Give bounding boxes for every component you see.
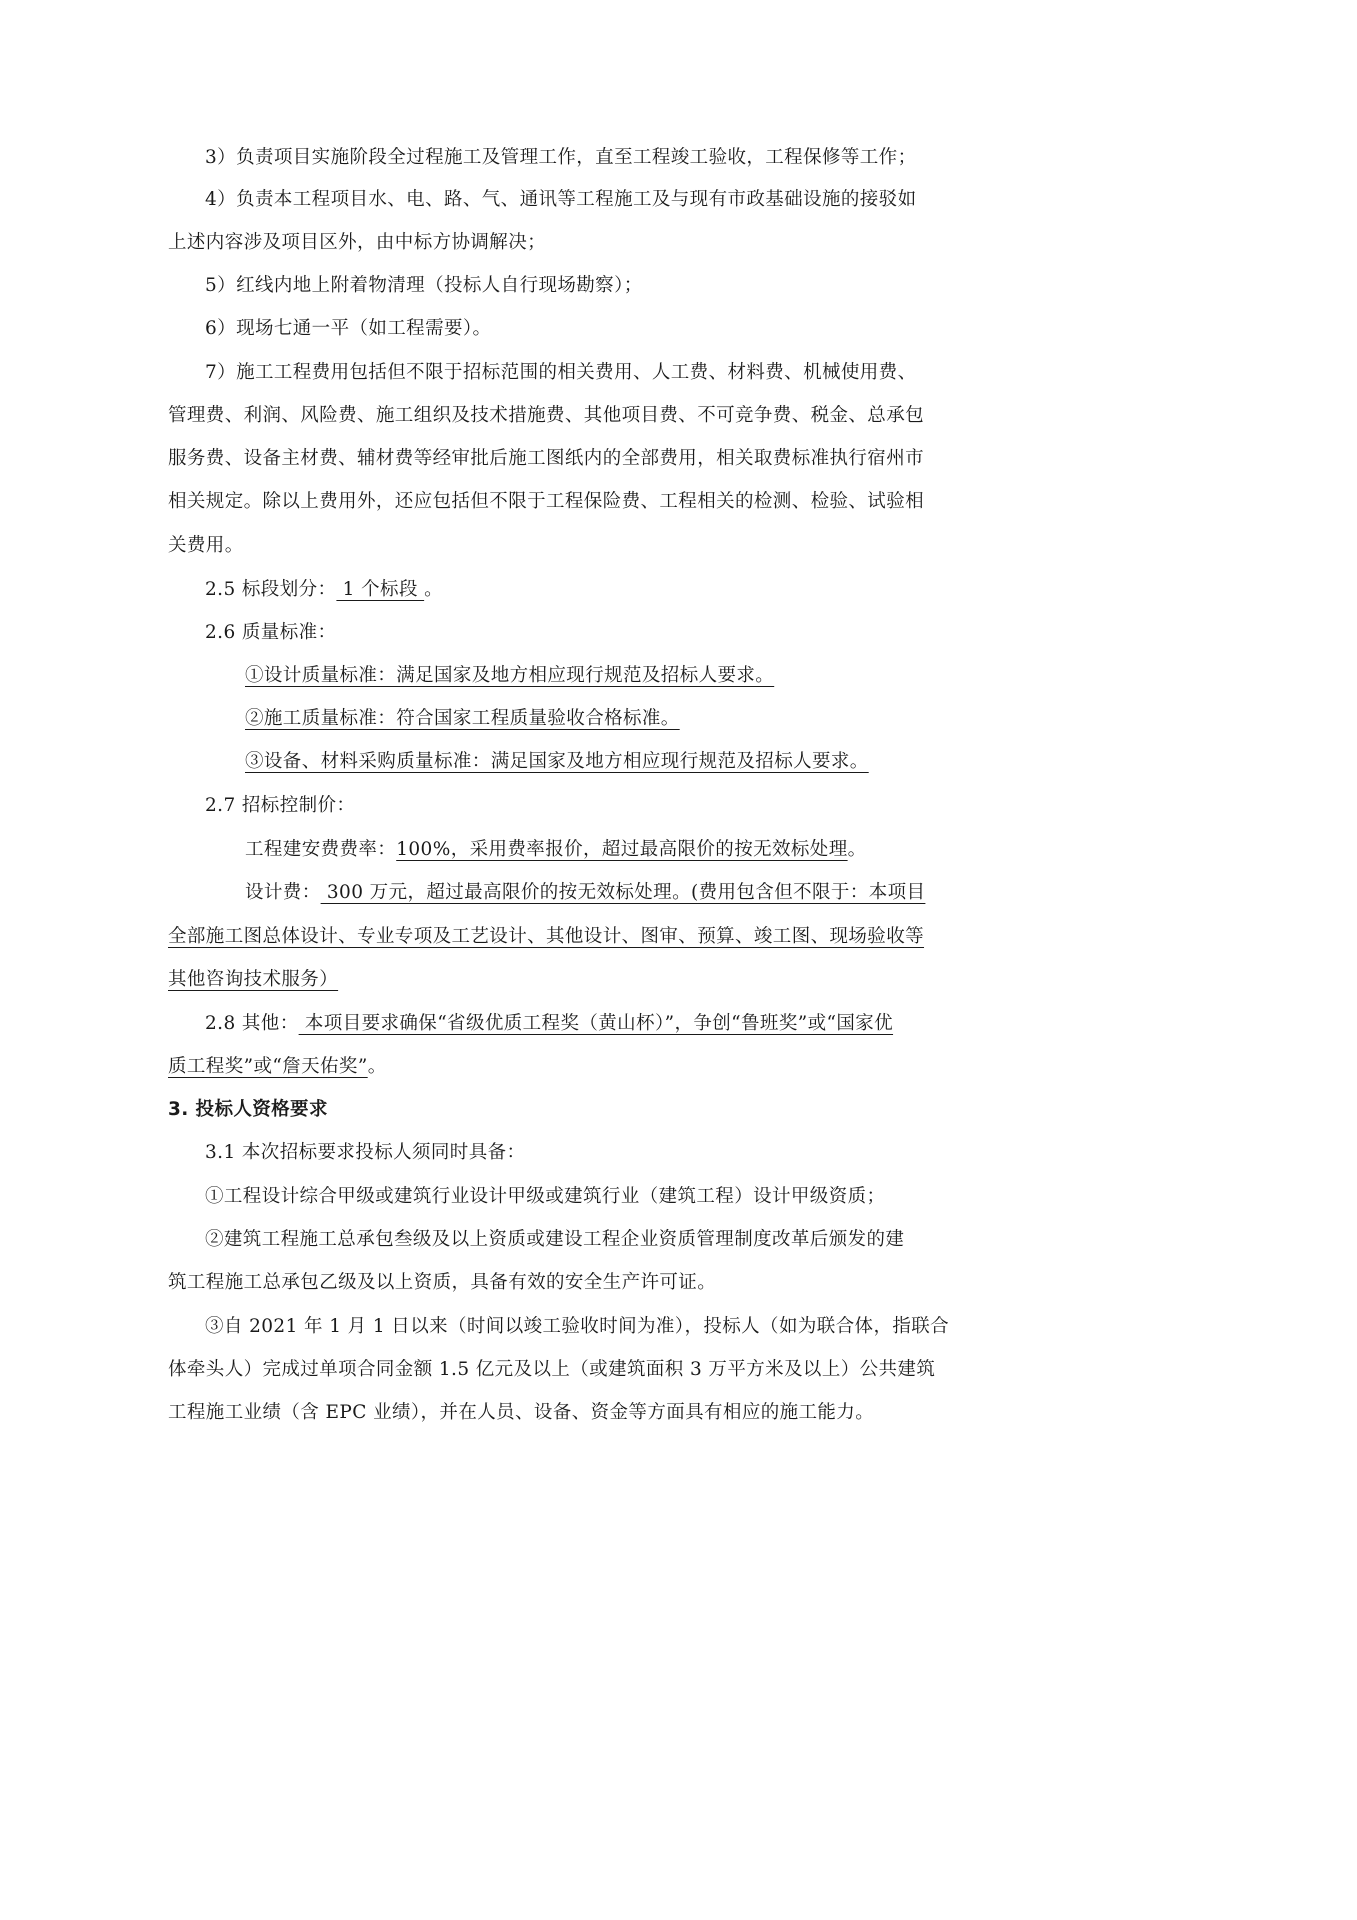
text-line: 3.1 本次招标要求投标人须同时具备： [205,1142,526,1163]
quality-standard-item: ①设计质量标准：满足国家及地方相应现行规范及招标人要求。 [245,665,775,686]
text-line: 关费用。 [168,535,244,556]
text-line: 4）负责本工程项目水、电、路、气、通讯等工程施工及与现有市政基础设施的接驳如 [205,189,917,210]
text-line: 管理费、利润、风险费、施工组织及技术措施费、其他项目费、不可竞争费、税金、总承包 [168,405,925,426]
text-line: 服务费、设备主材费、辅材费等经审批后施工图纸内的全部费用，相关取费标准执行宿州市 [168,448,925,469]
quality-standard-item: ②施工质量标准：符合国家工程质量验收合格标准。 [245,708,680,729]
text-line: 上述内容涉及项目区外，由中标方协调解决； [168,232,547,253]
text-line: ②建筑工程施工总承包叁级及以上资质或建设工程企业资质管理制度改革后颁发的建 [205,1229,905,1250]
section-2-8-line: 质工程奖”或“詹天佑奖”。 [168,1056,387,1077]
section-3-heading: 3. 投标人资格要求 [168,1099,328,1120]
text-line: 7）施工工程费用包括但不限于招标范围的相关费用、人工费、材料费、机械使用费、 [205,362,917,383]
construction-fee-line: 工程建安费费率：100%，采用费率报价，超过最高限价的按无效标处理。 [245,839,867,860]
text-line: 相关规定。除以上费用外，还应包括但不限于工程保险费、工程相关的检测、检验、试验相 [168,491,925,512]
section-2-7-heading: 2.7 招标控制价： [205,795,356,816]
quality-standard-item: ③设备、材料采购质量标准：满足国家及地方相应现行规范及招标人要求。 [245,751,869,772]
text-line: 5）红线内地上附着物清理（投标人自行现场勘察）； [205,275,643,296]
section-2-6-heading: 2.6 质量标准： [205,622,337,643]
design-fee-line: 设计费： 300 万元，超过最高限价的按无效标处理。(费用包含但不限于：本项目 [245,882,926,903]
text-line: 3）负责项目实施阶段全过程施工及管理工作，直至工程竣工验收，工程保修等工作； [205,147,917,168]
design-fee-line: 全部施工图总体设计、专业专项及工艺设计、其他设计、图审、预算、竣工图、现场验收等 [168,926,925,947]
section-2-5-line: 2.5 标段划分： 1 个标段 。 [205,579,444,600]
text-line: 筑工程施工总承包乙级及以上资质，具备有效的安全生产许可证。 [168,1272,717,1293]
text-line: 体牵头人）完成过单项合同金额 1.5 亿元及以上（或建筑面积 3 万平方米及以上）公共建筑 [168,1359,936,1380]
text-line: 6）现场七通一平（如工程需要）。 [205,318,492,339]
design-fee-line: 其他咨询技术服务） [168,969,339,990]
text-line: 工程施工业绩（含 EPC 业绩），并在人员、设备、资金等方面具有相应的施工能力。 [168,1402,875,1423]
text-line: ③自 2021 年 1 月 1 日以来（时间以竣工验收时间为准），投标人（如为联合体，指联合 [205,1316,950,1337]
text-line: ①工程设计综合甲级或建筑行业设计甲级或建筑行业（建筑工程）设计甲级资质； [205,1186,886,1207]
underlined-value: 1 个标段 [336,579,425,600]
section-2-8-line: 2.8 其他： 本项目要求确保“省级优质工程奖（黄山杯）”，争创“鲁班奖”或“国家优 [205,1013,894,1034]
